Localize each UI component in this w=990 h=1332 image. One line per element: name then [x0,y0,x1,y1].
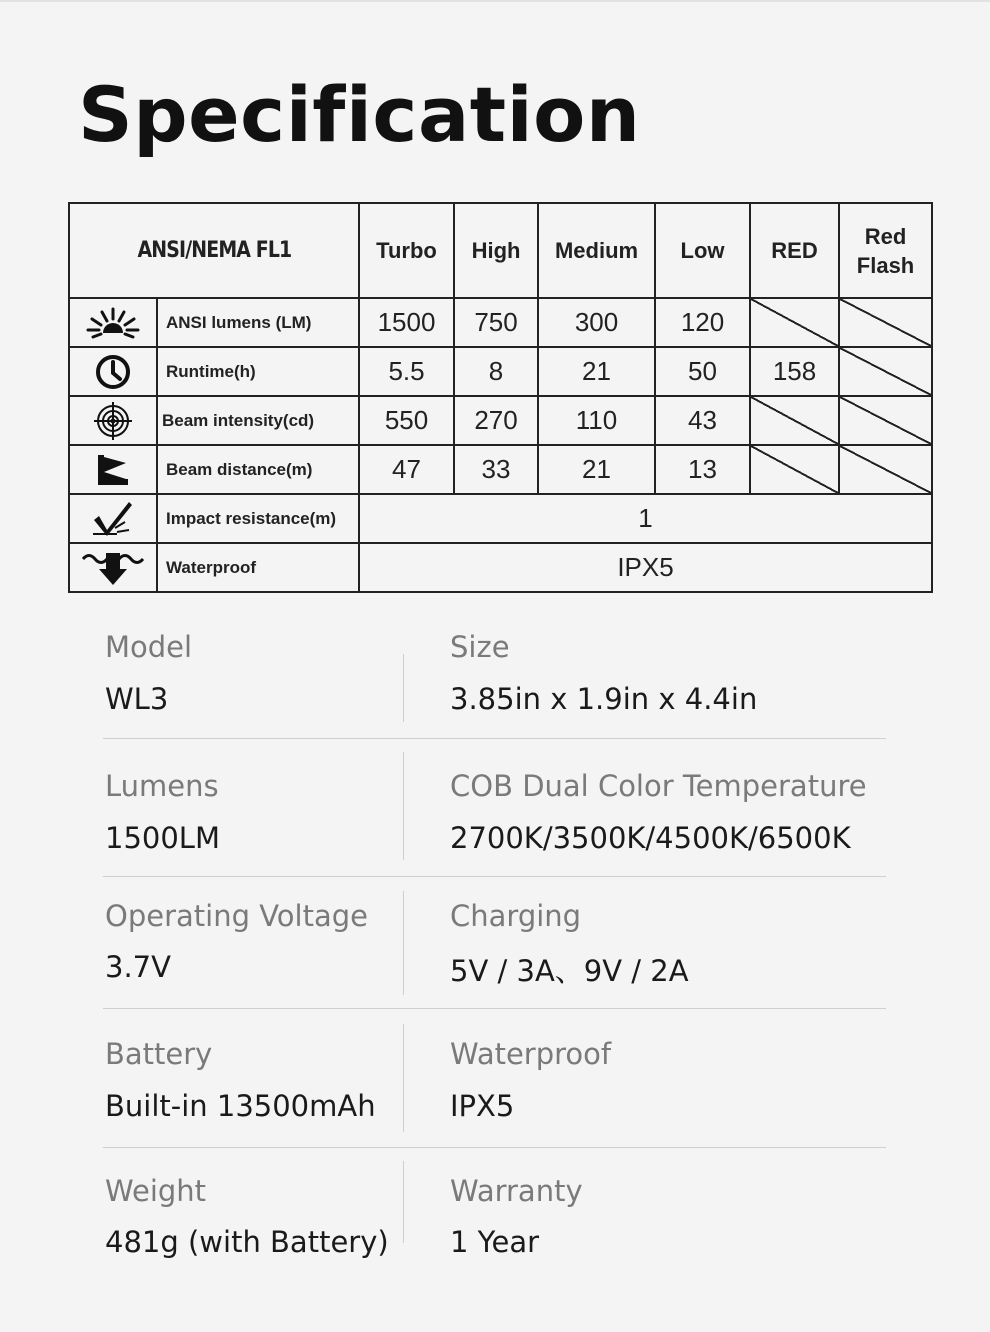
detail-label: Warranty [450,1174,583,1208]
spec-table [68,202,931,592]
table-row [69,445,932,494]
detail-value: 3.7V [105,950,171,984]
top-divider [0,0,990,2]
empty-cell [750,396,839,445]
waterproof-drop-icon [69,543,157,592]
detail-value: 1500LM [105,821,220,855]
detail-label: Operating Voltage [105,899,368,933]
mode-header: Medium [538,203,655,298]
table-row [69,347,932,396]
clock-icon [69,347,157,396]
column-divider [403,654,404,722]
table-cell: 300 [538,298,655,347]
table-cell: 750 [454,298,538,347]
brand-header: ANSI/NEMA FL1 [69,203,359,298]
detail-label: Lumens [105,769,219,803]
row-label: ANSI lumens (LM) [157,298,359,347]
detail-value: 5V / 3A、9V / 2A [450,954,689,988]
table-row [69,298,932,347]
detail-value: 481g (with Battery) [105,1225,389,1259]
empty-cell [839,347,932,396]
table-cell: 8 [454,347,538,396]
detail-value: IPX5 [450,1089,515,1123]
row-label: Runtime(h) [157,347,359,396]
table-cell: 270 [454,396,538,445]
table-cell: 120 [655,298,750,347]
impact-check-icon [69,494,157,543]
empty-cell [750,445,839,494]
detail-label: COB Dual Color Temperature [450,769,867,803]
target-icon [69,396,157,445]
detail-value: 1 Year [450,1225,540,1259]
table-cell: 1500 [359,298,454,347]
row-divider [103,1008,886,1009]
table-cell: 13 [655,445,750,494]
table-cell: 1 [359,494,932,543]
detail-value: 3.85in x 1.9in x 4.4in [450,682,758,716]
mode-header: RED [750,203,839,298]
detail-label: Model [105,630,193,664]
sunburst-icon [69,298,157,347]
row-label: Beam distance(m) [157,445,359,494]
detail-label: Weight [105,1174,207,1208]
table-cell: 47 [359,445,454,494]
empty-cell [750,298,839,347]
page-title: Specification [78,70,641,159]
row-label: Waterproof [157,543,359,592]
column-divider [403,1024,404,1132]
table-row [69,543,932,592]
mode-header: Low [655,203,750,298]
detail-value: Built-in 13500mAh [105,1089,376,1123]
mode-header [839,203,932,298]
table-cell: 43 [655,396,750,445]
beam-distance-icon [69,445,157,494]
table-header-row [69,203,932,298]
table-cell: 550 [359,396,454,445]
table-cell: 21 [538,445,655,494]
table-cell: 110 [538,396,655,445]
table-cell: 5.5 [359,347,454,396]
detail-label: Charging [450,899,582,933]
table-cell: 21 [538,347,655,396]
table-cell: 158 [750,347,839,396]
detail-label: Battery [105,1037,213,1071]
table-cell: 33 [454,445,538,494]
detail-label: Waterproof [450,1037,612,1071]
mode-header: High [454,203,538,298]
empty-cell [839,396,932,445]
row-divider [103,738,886,739]
empty-cell [839,298,932,347]
table-cell: 50 [655,347,750,396]
row-label: Impact resistance(m) [157,494,359,543]
mode-header-text: Red Flash [856,223,915,278]
column-divider [403,1161,404,1243]
table-cell: IPX5 [359,543,932,592]
row-divider [103,1147,886,1148]
mode-header: Turbo [359,203,454,298]
column-divider [403,752,404,860]
table-row [69,396,932,445]
detail-value: WL3 [105,682,169,716]
row-label: Beam intensity(cd) [157,396,359,445]
row-divider [103,876,886,877]
empty-cell [839,445,932,494]
detail-label: Size [450,630,510,664]
table-row [69,494,932,543]
column-divider [403,891,404,995]
detail-value: 2700K/3500K/4500K/6500K [450,821,851,855]
